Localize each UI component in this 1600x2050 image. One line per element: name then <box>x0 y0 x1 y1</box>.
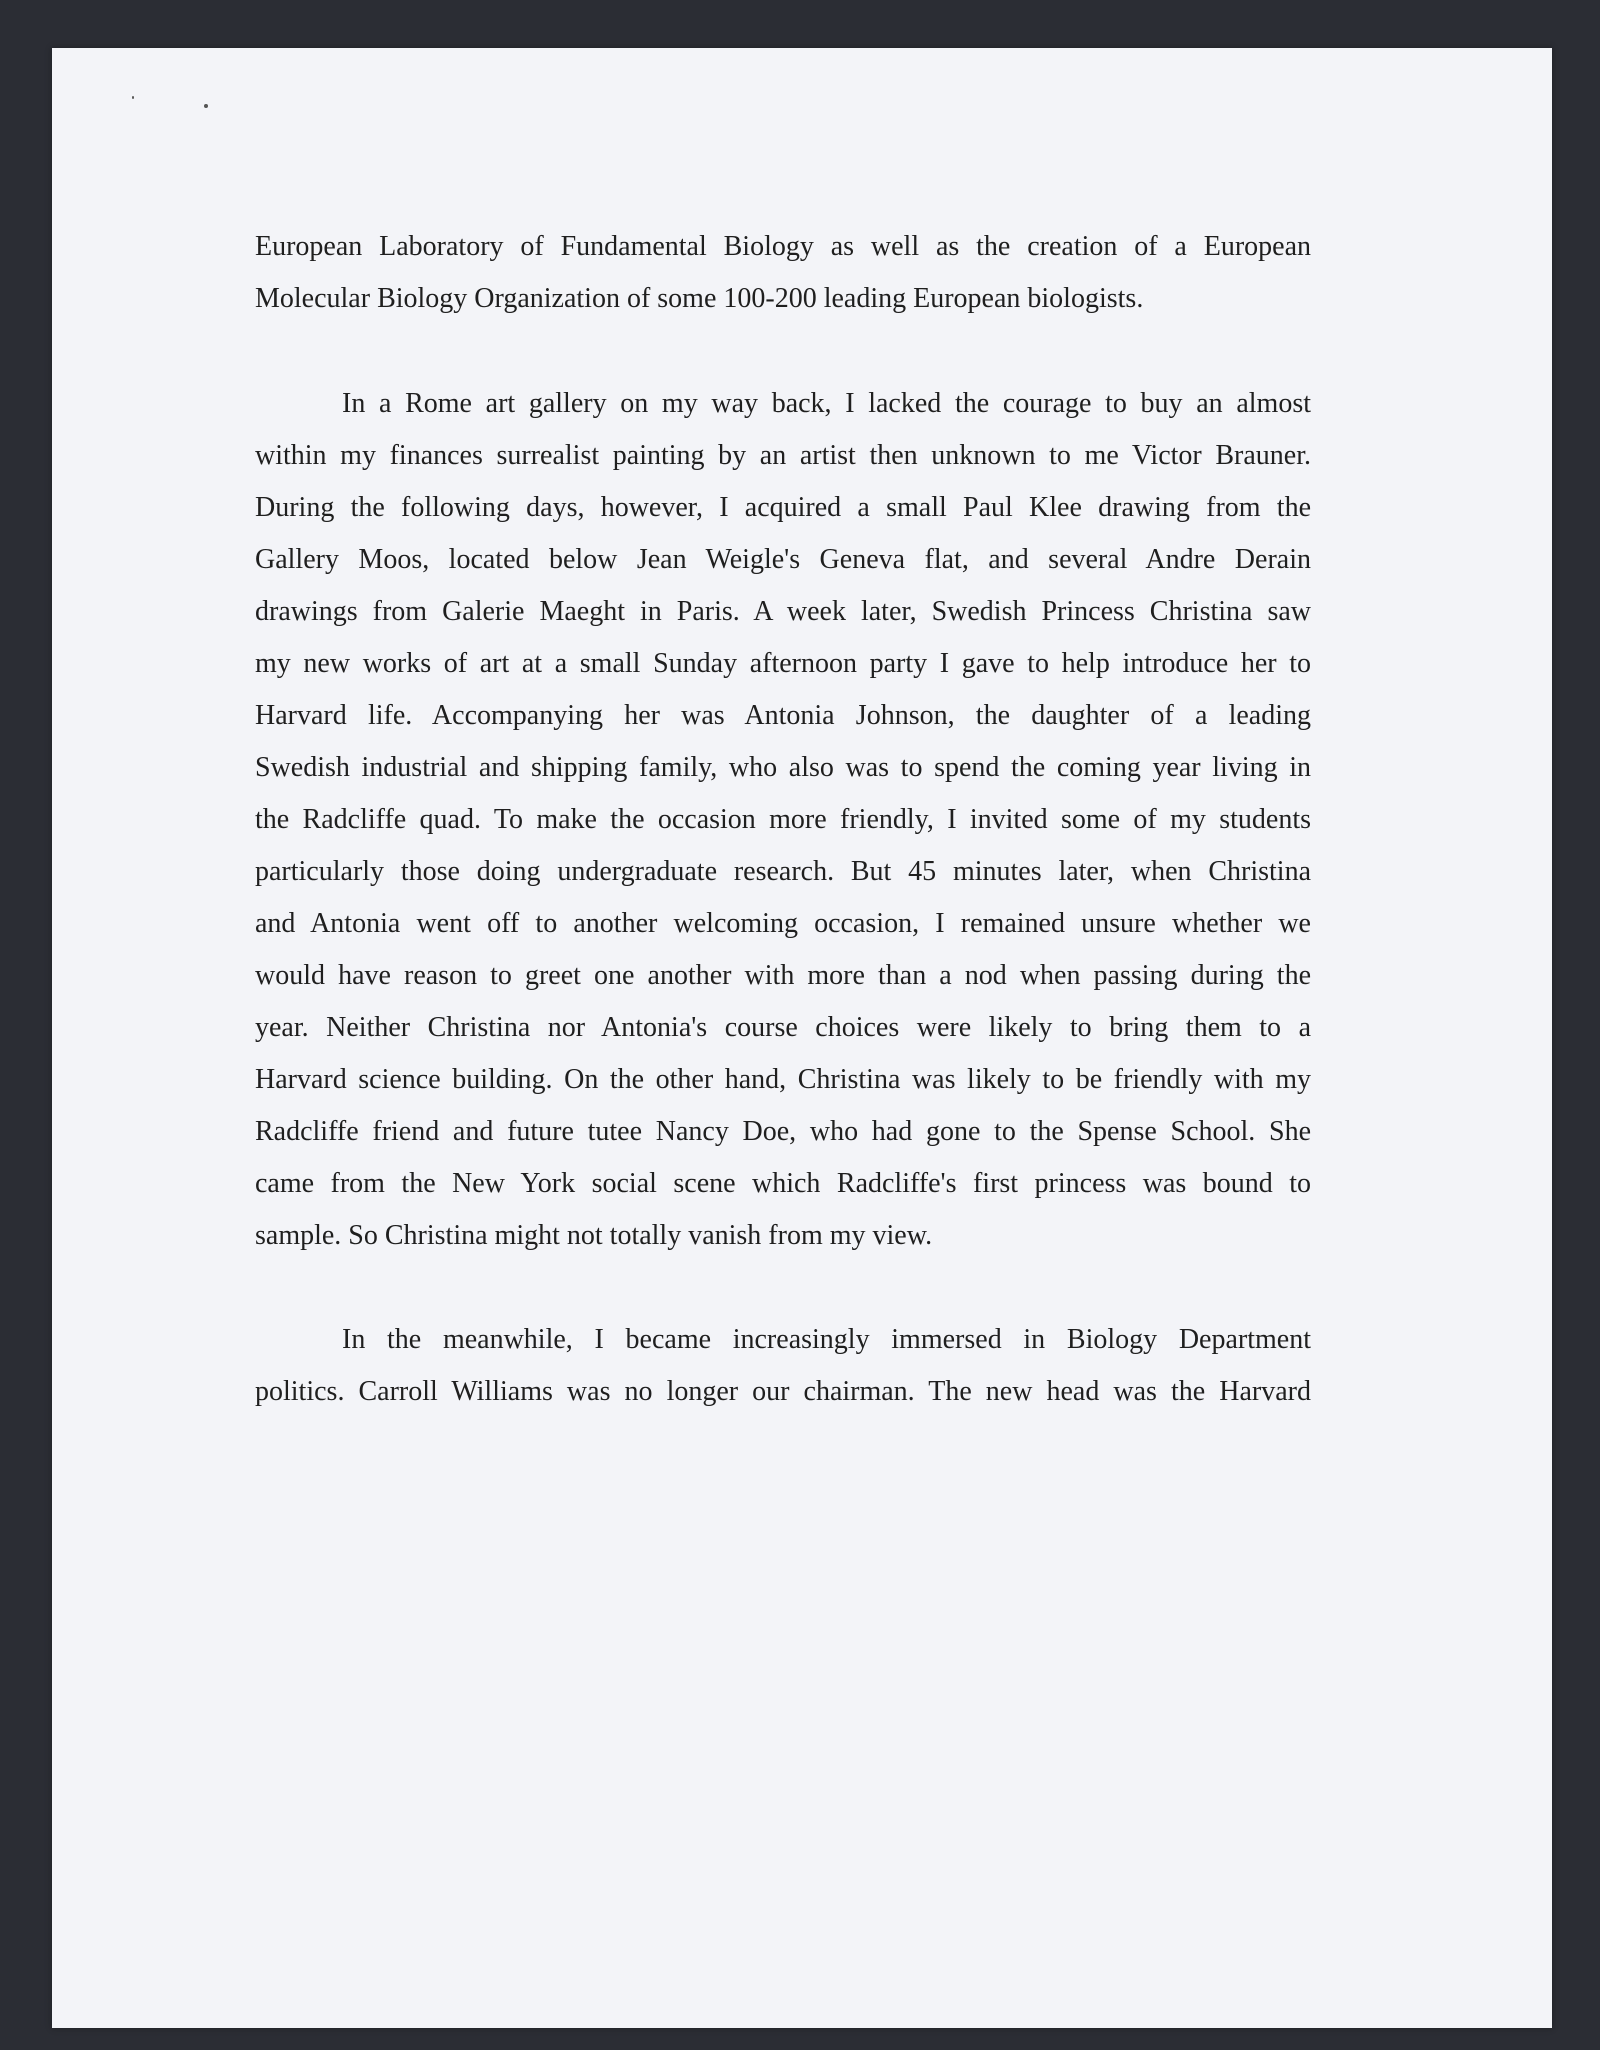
scan-speck <box>132 96 134 99</box>
text-line: European Laboratory of Fundamental Biology as well as the creation of a European <box>255 231 1311 262</box>
text-line: particularly those doing undergraduate research. But 45 minutes later, when Christina <box>255 856 1311 887</box>
text-line: Harvard life. Accompanying her was Antonia Johnson, the daughter of a leading <box>255 700 1311 731</box>
text-line: sample. So Christina might not totally vanish from my view. <box>255 1220 933 1251</box>
document-page <box>52 48 1552 2028</box>
text-line: within my finances surrealist painting by an artist then unknown to me Victor Brauner. <box>255 440 1311 471</box>
scan-speck <box>204 104 208 108</box>
text-line: and Antonia went off to another welcoming occasion, I remained unsure whether we <box>255 908 1311 939</box>
text-line: year. Neither Christina nor Antonia's course choices were likely to bring them to a <box>255 1012 1311 1043</box>
text-line: In a Rome art gallery on my way back, I lacked the courage to buy an almost <box>342 388 1311 419</box>
text-line: drawings from Galerie Maeght in Paris. A week later, Swedish Princess Christina saw <box>255 596 1311 627</box>
text-line: politics. Carroll Williams was no longer our chairman. The new head was the Harvard <box>255 1376 1311 1407</box>
text-line: In the meanwhile, I became increasingly immersed in Biology Department <box>342 1324 1311 1355</box>
text-line: came from the New York social scene which Radcliffe's first princess was bound to <box>255 1168 1311 1199</box>
text-line: During the following days, however, I acquired a small Paul Klee drawing from the <box>255 492 1311 523</box>
text-line: would have reason to greet one another with more than a nod when passing during the <box>255 960 1311 991</box>
text-line: Radcliffe friend and future tutee Nancy Doe, who had gone to the Spense School. She <box>255 1116 1311 1147</box>
text-line: my new works of art at a small Sunday afternoon party I gave to help introduce her to <box>255 648 1311 679</box>
text-line: Gallery Moos, located below Jean Weigle's Geneva flat, and several Andre Derain <box>255 544 1311 575</box>
text-line: Swedish industrial and shipping family, who also was to spend the coming year living in <box>255 752 1311 783</box>
text-line: Molecular Biology Organization of some 100-200 leading European biologists. <box>255 283 1144 314</box>
text-line: Harvard science building. On the other hand, Christina was likely to be friendly with my <box>255 1064 1311 1095</box>
text-line: the Radcliffe quad. To make the occasion more friendly, I invited some of my students <box>255 804 1311 835</box>
